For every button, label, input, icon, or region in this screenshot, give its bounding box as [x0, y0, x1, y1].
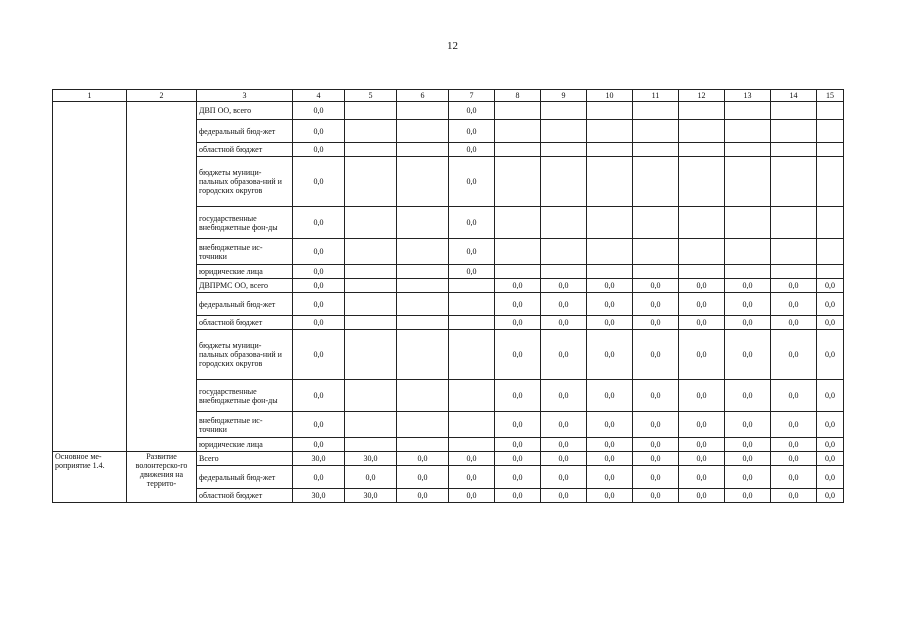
- value-cell: [449, 412, 495, 438]
- value-cell: 0,0: [541, 466, 587, 489]
- value-cell: [725, 120, 771, 143]
- value-cell: [587, 120, 633, 143]
- value-cell: [449, 293, 495, 316]
- value-cell: 0,0: [495, 316, 541, 330]
- value-cell: [345, 438, 397, 452]
- value-cell: 0,0: [397, 466, 449, 489]
- value-cell: [633, 207, 679, 239]
- value-cell: 0,0: [587, 438, 633, 452]
- value-cell: [587, 207, 633, 239]
- value-cell: [397, 316, 449, 330]
- value-cell: 0,0: [679, 293, 725, 316]
- value-cell: 0,0: [679, 316, 725, 330]
- value-cell: 0,0: [587, 316, 633, 330]
- value-cell: [397, 330, 449, 380]
- value-cell: [541, 207, 587, 239]
- value-cell: 0,0: [449, 466, 495, 489]
- value-cell: [587, 157, 633, 207]
- value-cell: [495, 102, 541, 120]
- funding-source-label: юридические лица: [197, 265, 293, 279]
- value-cell: 0,0: [449, 239, 495, 265]
- value-cell: 0,0: [817, 452, 844, 466]
- value-cell: [633, 265, 679, 279]
- value-cell: 0,0: [541, 452, 587, 466]
- value-cell: 0,0: [495, 279, 541, 293]
- value-cell: 0,0: [587, 330, 633, 380]
- value-cell: 0,0: [771, 466, 817, 489]
- value-cell: 0,0: [771, 279, 817, 293]
- value-cell: 30,0: [293, 452, 345, 466]
- value-cell: [817, 120, 844, 143]
- value-cell: 0,0: [345, 466, 397, 489]
- value-cell: 0,0: [679, 412, 725, 438]
- value-cell: [679, 143, 725, 157]
- measure-cell: [53, 102, 127, 452]
- value-cell: 0,0: [725, 466, 771, 489]
- value-cell: [449, 279, 495, 293]
- value-cell: 0,0: [495, 489, 541, 503]
- value-cell: 0,0: [817, 279, 844, 293]
- value-cell: 0,0: [495, 330, 541, 380]
- value-cell: [449, 380, 495, 412]
- value-cell: [345, 157, 397, 207]
- value-cell: 0,0: [449, 102, 495, 120]
- col-header: 13: [725, 90, 771, 102]
- value-cell: [397, 102, 449, 120]
- value-cell: [495, 207, 541, 239]
- budget-table: [52, 89, 844, 503]
- value-cell: 0,0: [679, 466, 725, 489]
- col-header: 4: [293, 90, 345, 102]
- value-cell: 0,0: [541, 438, 587, 452]
- value-cell: [345, 380, 397, 412]
- value-cell: 0,0: [293, 102, 345, 120]
- col-header: 5: [345, 90, 397, 102]
- value-cell: 0,0: [541, 380, 587, 412]
- col-header: 15: [817, 90, 844, 102]
- value-cell: [725, 207, 771, 239]
- value-cell: [541, 239, 587, 265]
- value-cell: 0,0: [587, 279, 633, 293]
- value-cell: [633, 120, 679, 143]
- value-cell: [725, 157, 771, 207]
- col-header: 10: [587, 90, 633, 102]
- value-cell: 0,0: [725, 316, 771, 330]
- value-cell: [633, 143, 679, 157]
- value-cell: [449, 316, 495, 330]
- value-cell: [771, 207, 817, 239]
- value-cell: 0,0: [449, 207, 495, 239]
- value-cell: 0,0: [679, 330, 725, 380]
- value-cell: 0,0: [633, 412, 679, 438]
- value-cell: 0,0: [725, 380, 771, 412]
- funding-source-label: ДВПРМС ОО, всего: [197, 279, 293, 293]
- value-cell: 0,0: [449, 265, 495, 279]
- value-cell: 0,0: [541, 316, 587, 330]
- value-cell: [725, 102, 771, 120]
- value-cell: [541, 143, 587, 157]
- value-cell: 0,0: [725, 452, 771, 466]
- value-cell: [541, 157, 587, 207]
- value-cell: 0,0: [679, 452, 725, 466]
- col-header: 3: [197, 90, 293, 102]
- funding-source-label: областной бюджет: [197, 316, 293, 330]
- value-cell: 0,0: [725, 293, 771, 316]
- value-cell: 0,0: [771, 316, 817, 330]
- funding-source-label: ДВП ОО, всего: [197, 102, 293, 120]
- value-cell: 0,0: [817, 412, 844, 438]
- value-cell: 0,0: [817, 330, 844, 380]
- value-cell: 0,0: [541, 412, 587, 438]
- value-cell: 0,0: [397, 452, 449, 466]
- value-cell: 0,0: [293, 157, 345, 207]
- value-cell: [817, 102, 844, 120]
- funding-source-label: юридические лица: [197, 438, 293, 452]
- value-cell: 0,0: [587, 293, 633, 316]
- funding-source-label: внебюджетные ис-точники: [197, 239, 293, 265]
- value-cell: [397, 412, 449, 438]
- table-row: [53, 102, 844, 120]
- value-cell: 0,0: [495, 293, 541, 316]
- value-cell: 30,0: [345, 489, 397, 503]
- value-cell: [495, 239, 541, 265]
- value-cell: 0,0: [587, 452, 633, 466]
- value-cell: 0,0: [771, 412, 817, 438]
- measure-title: Основное ме-роприятие 1.4.: [53, 452, 127, 503]
- value-cell: [345, 412, 397, 438]
- value-cell: [345, 207, 397, 239]
- funding-source-label: Всего: [197, 452, 293, 466]
- value-cell: [587, 239, 633, 265]
- value-cell: [345, 293, 397, 316]
- value-cell: [633, 102, 679, 120]
- value-cell: [397, 293, 449, 316]
- value-cell: [397, 120, 449, 143]
- col-header: 2: [127, 90, 197, 102]
- table-row: [53, 452, 844, 466]
- value-cell: [679, 265, 725, 279]
- value-cell: [397, 239, 449, 265]
- value-cell: 0,0: [633, 489, 679, 503]
- value-cell: 0,0: [495, 438, 541, 452]
- value-cell: 0,0: [771, 293, 817, 316]
- header-row: [53, 90, 844, 102]
- col-header: 6: [397, 90, 449, 102]
- value-cell: 0,0: [633, 452, 679, 466]
- funding-source-label: бюджеты муници-пальных образова-ний и городских округов: [197, 157, 293, 207]
- value-cell: 0,0: [817, 438, 844, 452]
- funding-source-label: государственные внебюджетные фон-ды: [197, 380, 293, 412]
- value-cell: [679, 157, 725, 207]
- value-cell: [541, 102, 587, 120]
- value-cell: [633, 157, 679, 207]
- value-cell: 0,0: [771, 452, 817, 466]
- table-body: [53, 102, 844, 503]
- value-cell: [345, 330, 397, 380]
- value-cell: [817, 265, 844, 279]
- value-cell: [449, 330, 495, 380]
- value-cell: 0,0: [587, 466, 633, 489]
- value-cell: [397, 157, 449, 207]
- value-cell: 0,0: [679, 380, 725, 412]
- value-cell: [541, 265, 587, 279]
- value-cell: [345, 120, 397, 143]
- value-cell: 0,0: [293, 120, 345, 143]
- col-header: 14: [771, 90, 817, 102]
- measure-description: Развитие волонтерско-го движения на террито-: [127, 452, 197, 503]
- funding-source-label: внебюджетные ис-точники: [197, 412, 293, 438]
- value-cell: 30,0: [345, 452, 397, 466]
- funding-source-label: бюджеты муници-пальных образова-ний и городских округов: [197, 330, 293, 380]
- col-header: 7: [449, 90, 495, 102]
- value-cell: 0,0: [397, 489, 449, 503]
- value-cell: 0,0: [725, 489, 771, 503]
- value-cell: 0,0: [817, 380, 844, 412]
- value-cell: [771, 102, 817, 120]
- value-cell: [679, 207, 725, 239]
- value-cell: 0,0: [495, 466, 541, 489]
- value-cell: 30,0: [293, 489, 345, 503]
- value-cell: 0,0: [587, 489, 633, 503]
- value-cell: [679, 102, 725, 120]
- value-cell: 0,0: [817, 489, 844, 503]
- page-number: 12: [447, 40, 458, 52]
- value-cell: [771, 143, 817, 157]
- col-header: 11: [633, 90, 679, 102]
- value-cell: 0,0: [679, 279, 725, 293]
- value-cell: 0,0: [587, 412, 633, 438]
- value-cell: [817, 143, 844, 157]
- value-cell: [817, 239, 844, 265]
- value-cell: [397, 380, 449, 412]
- value-cell: [679, 239, 725, 265]
- value-cell: [771, 157, 817, 207]
- value-cell: 0,0: [495, 412, 541, 438]
- value-cell: 0,0: [293, 438, 345, 452]
- value-cell: [345, 265, 397, 279]
- value-cell: [587, 102, 633, 120]
- value-cell: 0,0: [679, 489, 725, 503]
- value-cell: [495, 157, 541, 207]
- value-cell: [345, 143, 397, 157]
- value-cell: 0,0: [449, 452, 495, 466]
- value-cell: 0,0: [449, 143, 495, 157]
- value-cell: [397, 265, 449, 279]
- value-cell: 0,0: [633, 330, 679, 380]
- value-cell: 0,0: [633, 380, 679, 412]
- value-cell: 0,0: [725, 279, 771, 293]
- value-cell: 0,0: [449, 157, 495, 207]
- value-cell: 0,0: [293, 239, 345, 265]
- value-cell: [725, 143, 771, 157]
- col-header: 12: [679, 90, 725, 102]
- value-cell: [771, 239, 817, 265]
- value-cell: 0,0: [293, 380, 345, 412]
- value-cell: 0,0: [449, 120, 495, 143]
- value-cell: [633, 239, 679, 265]
- value-cell: 0,0: [771, 330, 817, 380]
- value-cell: 0,0: [495, 380, 541, 412]
- value-cell: 0,0: [679, 438, 725, 452]
- value-cell: 0,0: [587, 380, 633, 412]
- value-cell: [679, 120, 725, 143]
- value-cell: [587, 143, 633, 157]
- value-cell: [587, 265, 633, 279]
- value-cell: 0,0: [541, 293, 587, 316]
- value-cell: [397, 438, 449, 452]
- value-cell: [345, 279, 397, 293]
- funding-source-label: федеральный бюд-жет: [197, 120, 293, 143]
- value-cell: 0,0: [817, 316, 844, 330]
- value-cell: 0,0: [725, 412, 771, 438]
- value-cell: 0,0: [817, 466, 844, 489]
- value-cell: [449, 438, 495, 452]
- value-cell: [725, 265, 771, 279]
- value-cell: [397, 143, 449, 157]
- value-cell: 0,0: [293, 316, 345, 330]
- value-cell: 0,0: [293, 265, 345, 279]
- value-cell: [397, 279, 449, 293]
- value-cell: 0,0: [449, 489, 495, 503]
- value-cell: [345, 102, 397, 120]
- col-header: 8: [495, 90, 541, 102]
- funding-source-label: областной бюджет: [197, 143, 293, 157]
- value-cell: 0,0: [817, 293, 844, 316]
- value-cell: 0,0: [633, 466, 679, 489]
- value-cell: 0,0: [771, 489, 817, 503]
- value-cell: 0,0: [293, 412, 345, 438]
- col-header: 1: [53, 90, 127, 102]
- value-cell: 0,0: [633, 316, 679, 330]
- value-cell: [495, 120, 541, 143]
- value-cell: 0,0: [293, 330, 345, 380]
- value-cell: [495, 143, 541, 157]
- value-cell: 0,0: [541, 279, 587, 293]
- value-cell: 0,0: [633, 279, 679, 293]
- value-cell: [541, 120, 587, 143]
- value-cell: [397, 207, 449, 239]
- funding-source-label: государственные внебюджетные фон-ды: [197, 207, 293, 239]
- value-cell: 0,0: [293, 207, 345, 239]
- value-cell: 0,0: [541, 330, 587, 380]
- value-cell: 0,0: [293, 279, 345, 293]
- value-cell: 0,0: [293, 466, 345, 489]
- value-cell: 0,0: [633, 293, 679, 316]
- value-cell: 0,0: [771, 380, 817, 412]
- value-cell: [817, 207, 844, 239]
- value-cell: 0,0: [293, 293, 345, 316]
- description-cell: [127, 102, 197, 452]
- col-header: 9: [541, 90, 587, 102]
- funding-source-label: областной бюджет: [197, 489, 293, 503]
- value-cell: [725, 239, 771, 265]
- value-cell: [817, 157, 844, 207]
- value-cell: [345, 239, 397, 265]
- value-cell: 0,0: [725, 438, 771, 452]
- value-cell: 0,0: [495, 452, 541, 466]
- value-cell: 0,0: [725, 330, 771, 380]
- value-cell: 0,0: [293, 143, 345, 157]
- value-cell: 0,0: [541, 489, 587, 503]
- value-cell: [771, 265, 817, 279]
- value-cell: 0,0: [771, 438, 817, 452]
- value-cell: [771, 120, 817, 143]
- value-cell: [345, 316, 397, 330]
- funding-source-label: федеральный бюд-жет: [197, 293, 293, 316]
- value-cell: 0,0: [633, 438, 679, 452]
- value-cell: [495, 265, 541, 279]
- funding-source-label: федеральный бюд-жет: [197, 466, 293, 489]
